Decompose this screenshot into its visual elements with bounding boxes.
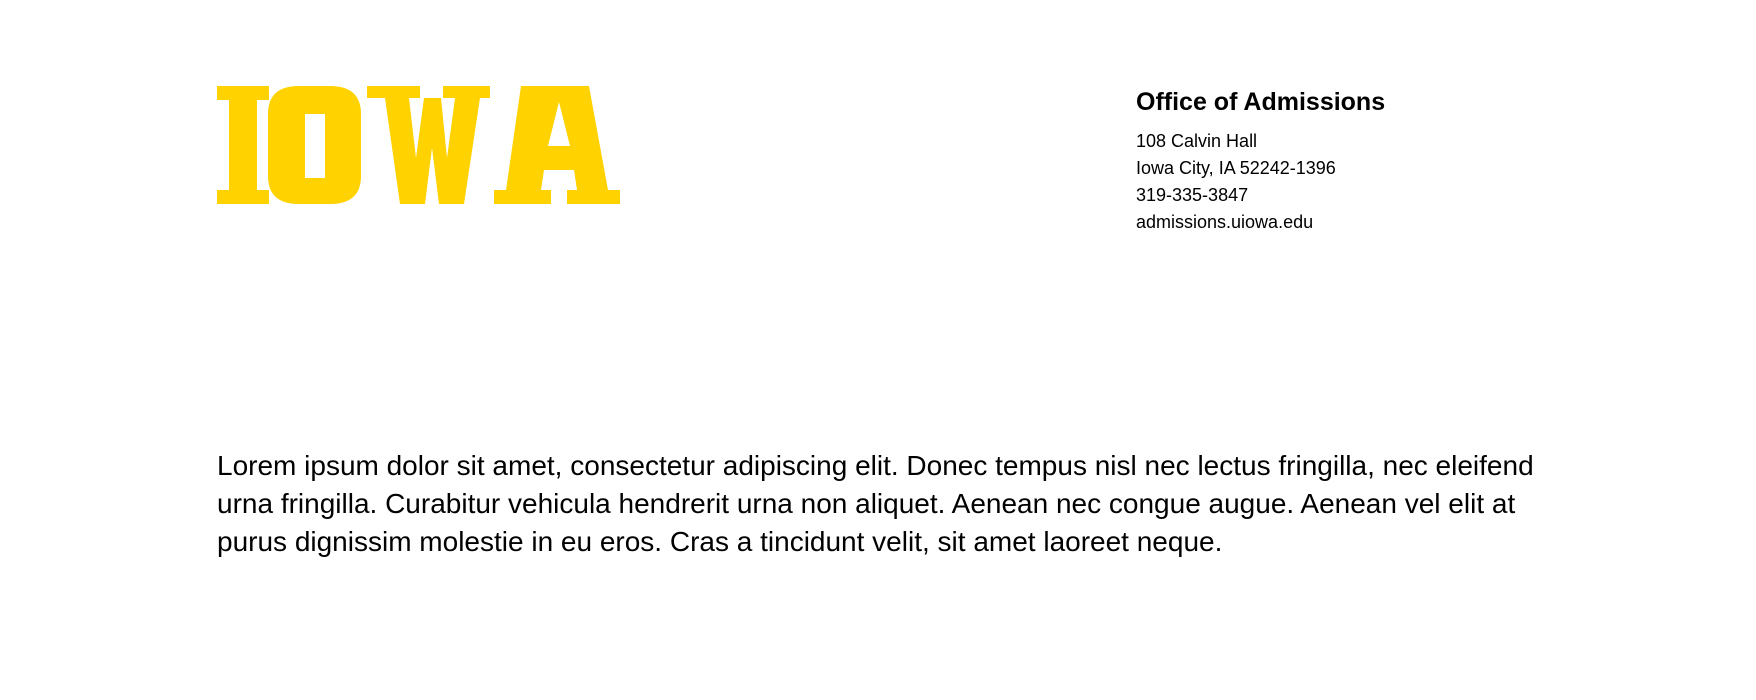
- phone-number: 319-335-3847: [1136, 185, 1249, 205]
- address-street: 108 Calvin Hall: [1136, 131, 1258, 151]
- office-title: Office of Admissions: [1136, 88, 1386, 116]
- office-contact-block: [1136, 86, 1556, 236]
- body-paragraph: Lorem ipsum dolor sit amet, consectetur adipiscing elit. Donec tempus nisl nec lectus fringilla, nec eleifend urna fringilla. Curabitur vehicula hendrerit urna non aliquet. Aenean nec congue augue. Aenean vel elit at purus dignissim molestie in eu eros. Cras a tincidunt velit, sit amet laoreet neque.: [217, 450, 1534, 557]
- office-address: [1136, 128, 1556, 236]
- address-city: Iowa City, IA 52242-1396: [1136, 158, 1336, 178]
- website-link[interactable]: admissions.uiowa.edu: [1136, 212, 1314, 232]
- iowa-wordmark-icon: [217, 86, 620, 204]
- iowa-logo: [217, 86, 620, 204]
